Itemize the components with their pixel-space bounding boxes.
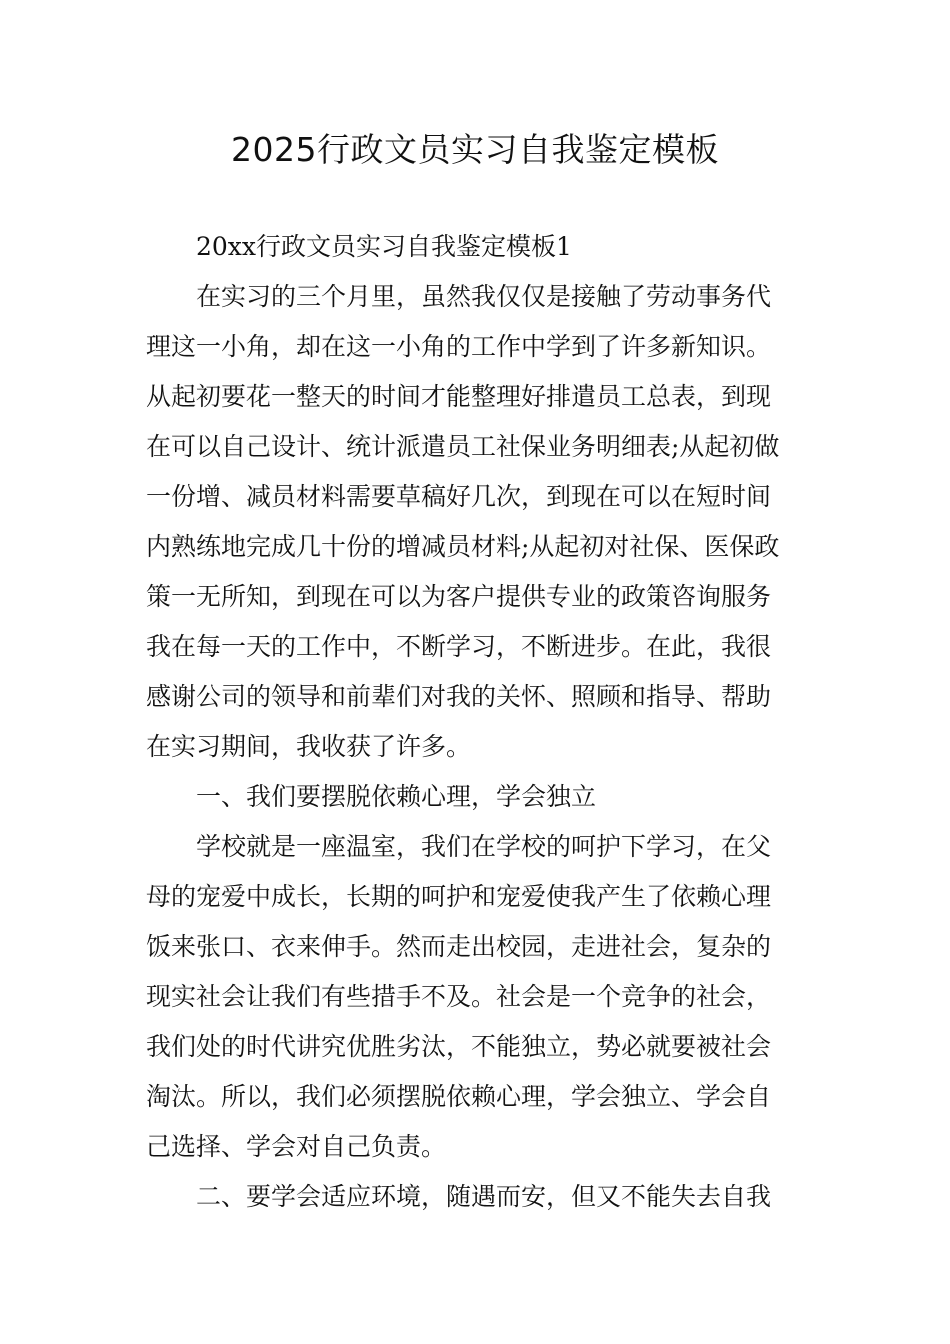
paragraph-line: 在实习期间，我收获了许多。 [146,732,472,761]
paragraph-line: 策一无所知，到现在可以为客户提供专业的政策咨询服务 [146,582,772,611]
paragraph-line: 饭来张口、衣来伸手。然而走出校园，走进社会，复杂的 [146,932,772,961]
paragraph-line: 内熟练地完成几十份的增减员材料;从起初对社保、医保政 [146,532,780,561]
section-heading: 一、我们要摆脱依赖心理，学会独立 [196,782,597,811]
paragraph-line: 从起初要花一整天的时间才能整理好排遣员工总表，到现 [146,382,772,411]
paragraph-line: 一份增、减员材料需要草稿好几次，到现在可以在短时间 [146,482,772,511]
paragraph-line: 学校就是一座温室，我们在学校的呵护下学习，在父 [196,832,772,861]
paragraph-line: 在实习的三个月里，虽然我仅仅是接触了劳动事务代 [196,282,772,311]
paragraph-line: 我们处的时代讲究优胜劣汰，不能独立，势必就要被社会 [146,1032,772,1061]
paragraph-line: 淘汰。所以，我们必须摆脱依赖心理，学会独立、学会自 [146,1082,772,1111]
paragraph-line: 我在每一天的工作中，不断学习，不断进步。在此，我很 [146,632,772,661]
paragraph-line: 在可以自己设计、统计派遣员工社保业务明细表;从起初做 [146,432,780,461]
document-title: 2025行政文员实习自我鉴定模板 [231,130,719,169]
paragraph-line: 母的宠爱中成长，长期的呵护和宠爱使我产生了依赖心理 [146,882,772,911]
paragraph-line: 现实社会让我们有些措手不及。社会是一个竞争的社会， [146,982,772,1011]
section-heading: 二、要学会适应环境，随遇而安，但又不能失去自我 [196,1182,772,1211]
section-heading: 20xx行政文员实习自我鉴定模板1 [196,232,572,261]
paragraph-line: 感谢公司的领导和前辈们对我的关怀、照顾和指导、帮助 [146,682,772,711]
paragraph-line: 己选择、学会对自己负责。 [146,1132,447,1161]
paragraph-line: 理这一小角，却在这一小角的工作中学到了许多新知识。 [146,332,772,361]
